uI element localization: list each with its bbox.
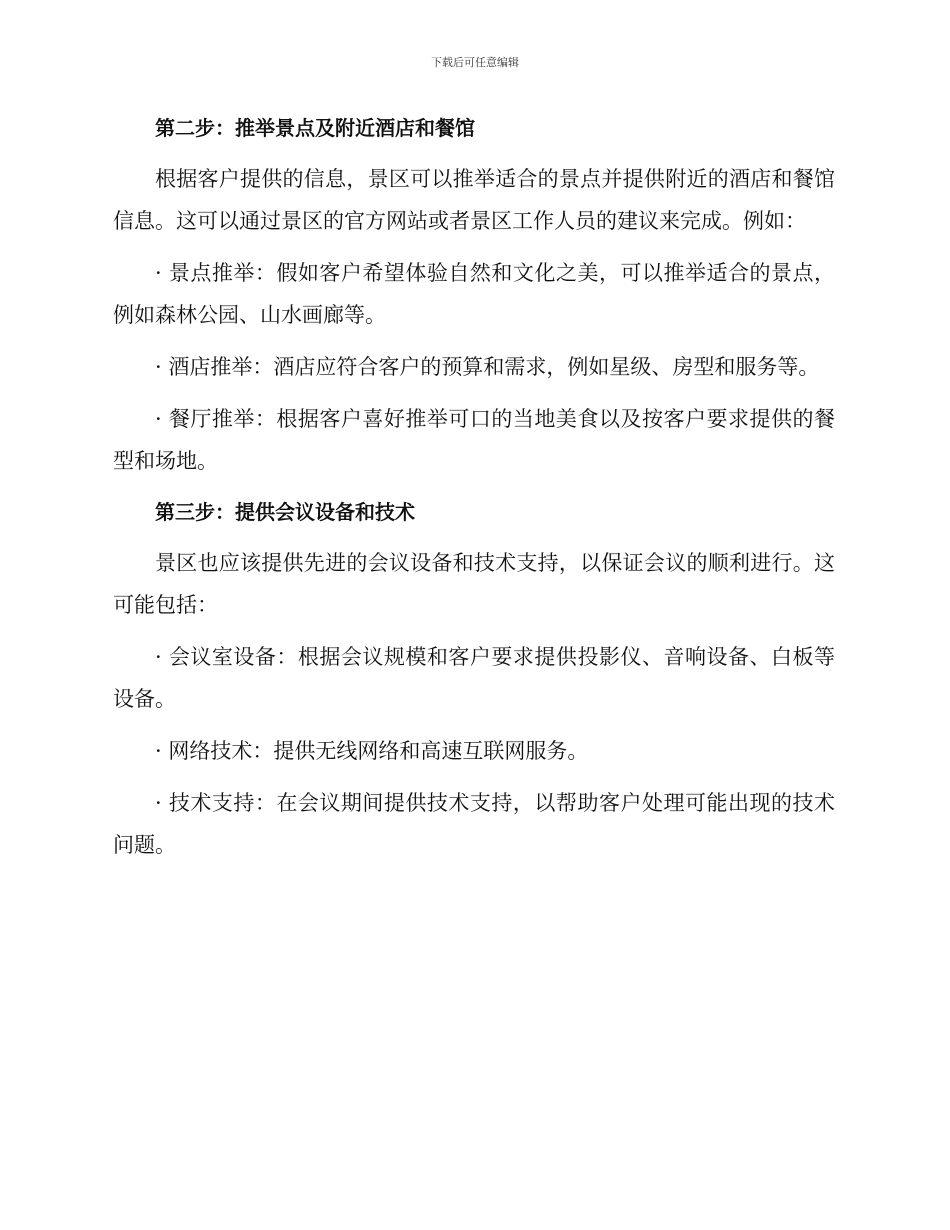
section-heading-step-2: 第二步：推举景点及附近酒店和餐馆 [155,116,475,140]
bullet-meeting-room-equipment: · 会议室设备：根据会议规模和客户要求提供投影仪、音响设备、白板等设备。 [113,645,835,711]
section-intro-step-2: 根据客户提供的信息，景区可以推举适合的景点并提供附近的酒店和餐馆信息。这可以通过景区的官方网站或者景区工作人员的建议来完成。例如： [113,167,835,233]
document-body [113,108,835,876]
bullet-scenic-recommendation: · 景点推举：假如客户希望体验自然和文化之美，可以推举适合的景点，例如森林公园、山水画廊等。 [113,261,835,327]
section-intro-step-3: 景区也应该提供先进的会议设备和技术支持，以保证会议的顺利进行。这可能包括： [113,551,835,617]
section-heading-step-3: 第三步：提供会议设备和技术 [155,500,415,524]
page-header: 下载后可任意编辑 [431,56,519,69]
bullet-network-technology: · 网络技术：提供无线网络和高速互联网服务。 [155,739,589,763]
bullet-hotel-recommendation: · 酒店推举：酒店应符合客户的预算和需求，例如星级、房型和服务等。 [155,355,820,379]
bullet-technical-support: · 技术支持：在会议期间提供技术支持，以帮助客户处理可能出现的技术问题。 [113,791,835,857]
bullet-restaurant-recommendation: · 餐厅推举：根据客户喜好推举可口的当地美食以及按客户要求提供的餐型和场地。 [113,407,835,473]
